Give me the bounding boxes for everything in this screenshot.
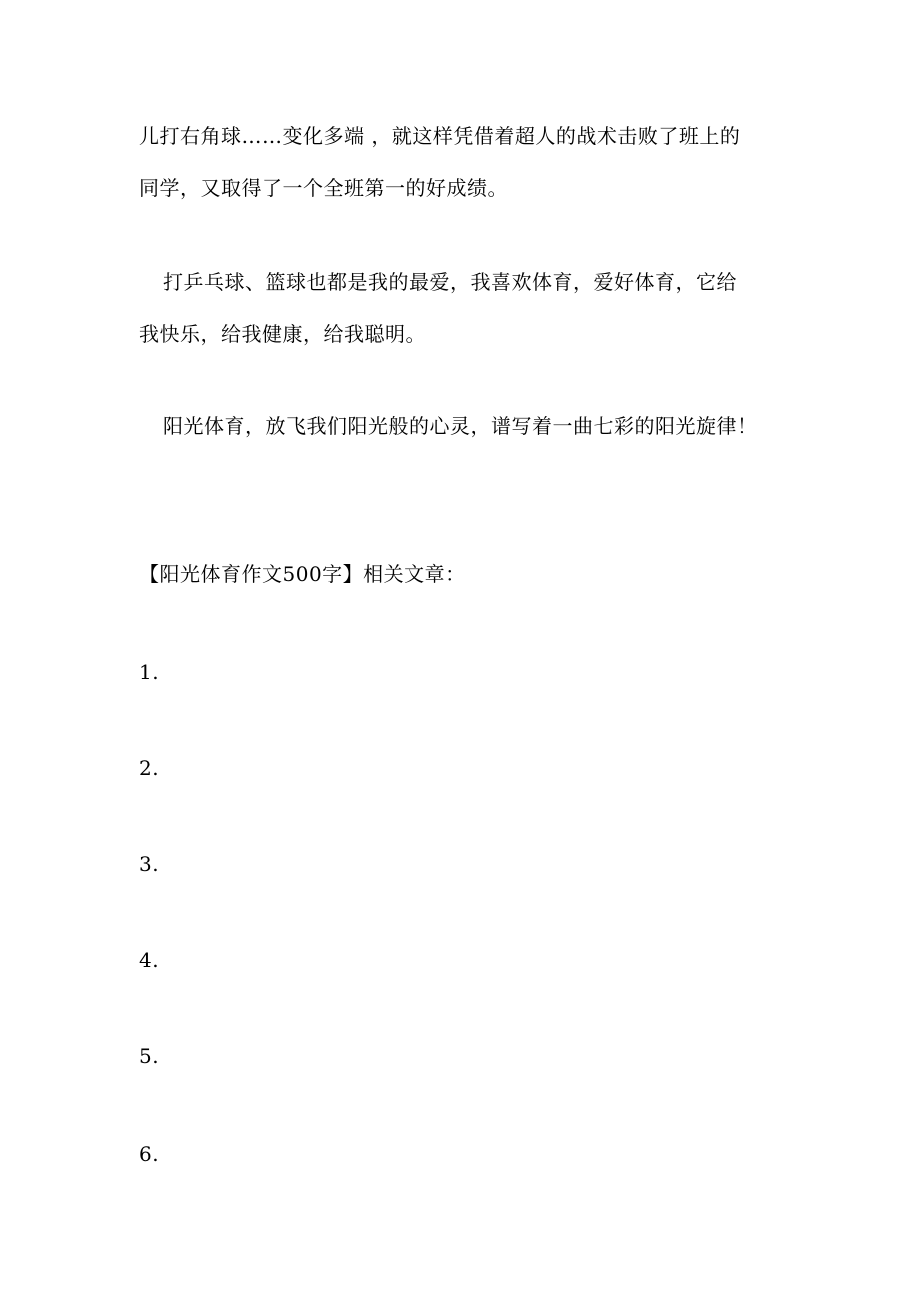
- related-item-6: 6.: [139, 1142, 160, 1166]
- paragraph-3-line-1: 阳光体育，放飞我们阳光般的心灵，谱写着一曲七彩的阳光旋律！: [163, 414, 758, 438]
- related-item-3: 3.: [139, 852, 160, 876]
- paragraph-2-line-2: 我快乐，给我健康，给我聪明。: [139, 322, 426, 346]
- related-item-2: 2.: [139, 756, 160, 780]
- related-item-5: 5.: [139, 1044, 160, 1068]
- related-item-4: 4.: [139, 948, 160, 972]
- paragraph-1-line-1: 儿打右角球……变化多端 ，就这样凭借着超人的战术击败了班上的: [139, 124, 741, 148]
- paragraph-1-line-2: 同学，又取得了一个全班第一的好成绩。: [139, 176, 508, 200]
- related-item-1: 1.: [139, 660, 160, 684]
- paragraph-2-line-1: 打乒乓球、篮球也都是我的最爱，我喜欢体育，爱好体育，它给: [163, 270, 737, 294]
- related-articles-heading: 【阳光体育作文500字】相关文章：: [139, 562, 466, 586]
